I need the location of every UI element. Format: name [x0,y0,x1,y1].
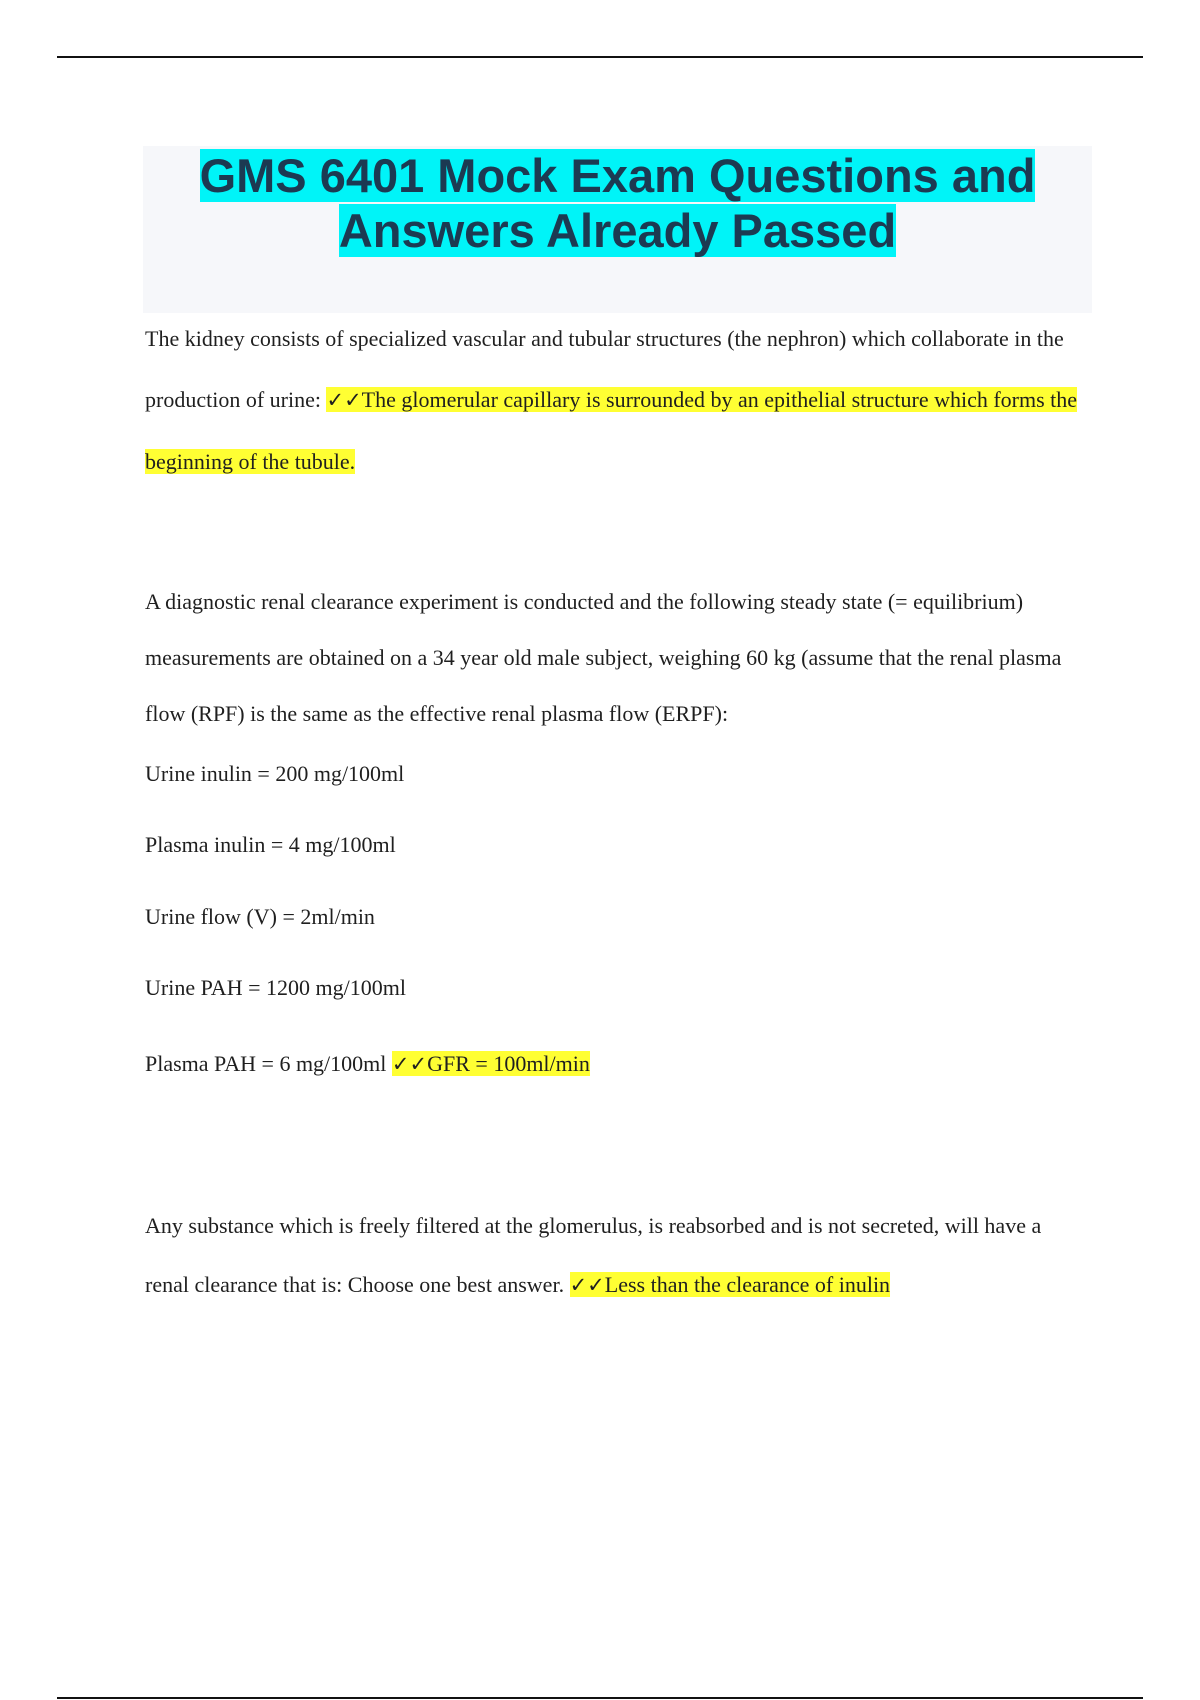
title-box [143,146,1092,313]
measurement-urine-inulin: Urine inulin = 200 mg/100ml [145,761,405,786]
measurement-urine-flow: Urine flow (V) = 2ml/min [145,904,375,929]
measurement-plasma-pah-text: Plasma PAH = 6 mg/100ml [145,1051,392,1076]
measurement-plasma-pah [145,1049,590,1079]
top-rule [57,56,1143,58]
answer-1-text: The glomerular capillary is surrounded by an epithelial structure which forms the beginning of the tubule. [145,387,1078,474]
measurement-urine-pah: Urine PAH = 1200 mg/100ml [145,975,406,1000]
answer-3-text: Less than the clearance of inulin [604,1272,891,1297]
measurement-plasma-inulin: Plasma inulin = 4 mg/100ml [145,832,396,857]
question-1 [145,308,1085,492]
answer-2-highlight [392,1051,590,1076]
answer-2-text: GFR = 100ml/min [427,1051,590,1076]
document-title: GMS 6401 Mock Exam Questions and Answers Already Passed [199,149,1036,257]
checkmark-icon: ✓✓ [326,388,362,412]
question-1-text: The kidney consists of specialized vascular and tubular structures (the nephron) which collaborate in the production of urine: [145,326,1064,412]
checkmark-icon: ✓✓ [569,1273,605,1297]
answer-3-highlight [570,1272,890,1297]
bottom-rule [57,1697,1143,1699]
question-2: A diagnostic renal clearance experiment is conducted and the following steady state (= equilibrium) measurements are obtained on a 34 year old male subject, weighing 60 kg (assume that the renal plasma flow (RPF) is the same as the effective renal plasma flow (ERPF): [145,589,1062,726]
question-3-text: Any substance which is freely filtered at the glomerulus, is reabsorbed and is not secreted, will have a renal clearance that is: Choose one best answer. [145,1213,1042,1297]
checkmark-icon: ✓✓ [391,1052,428,1076]
question-3 [145,1196,1085,1315]
